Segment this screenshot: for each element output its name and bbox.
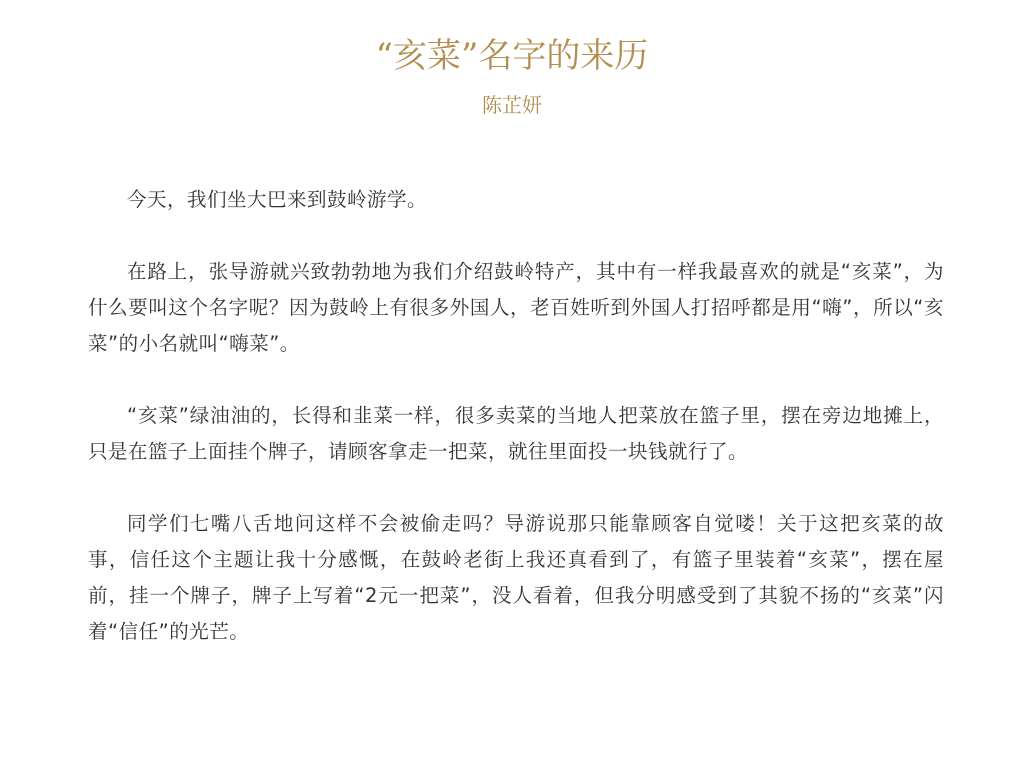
article-body [88,182,944,686]
paragraph-1: 今天，我们坐大巴来到鼓岭游学。 [127,188,428,211]
paragraph-2: 在路上，张导游就兴致勃勃地为我们介绍鼓岭特产，其中有一样我最喜欢的就是“亥菜”，为什么要叫这个名字呢？因为鼓岭上有很多外国人，老百姓听到外国人打招呼都是用“嗨”，所以“亥菜”的小名就叫“嗨菜”。 [88,260,944,355]
article-title: “亥菜”名字的来历 [375,36,649,76]
paragraph-4: 同学们七嘴八舌地问这样不会被偷走吗？导游说那只能靠顾客自觉喽！关于这把亥菜的故事，信任这个主题让我十分感慨，在鼓岭老街上我还真看到了，有篮子里装着“亥菜”，摆在屋前，挂一个牌子，牌子上写着“2元一把菜”，没人看着，但我分明感受到了其貌不扬的“亥菜”闪着“信任”的光芒。 [88,512,944,643]
article-author: 陈芷妍 [482,93,542,117]
paragraph-3: “亥菜”绿油油的，长得和韭菜一样，很多卖菜的当地人把菜放在篮子里，摆在旁边地摊上，只是在篮子上面挂个牌子，请顾客拿走一把菜，就往里面投一块钱就行了。 [88,404,944,463]
